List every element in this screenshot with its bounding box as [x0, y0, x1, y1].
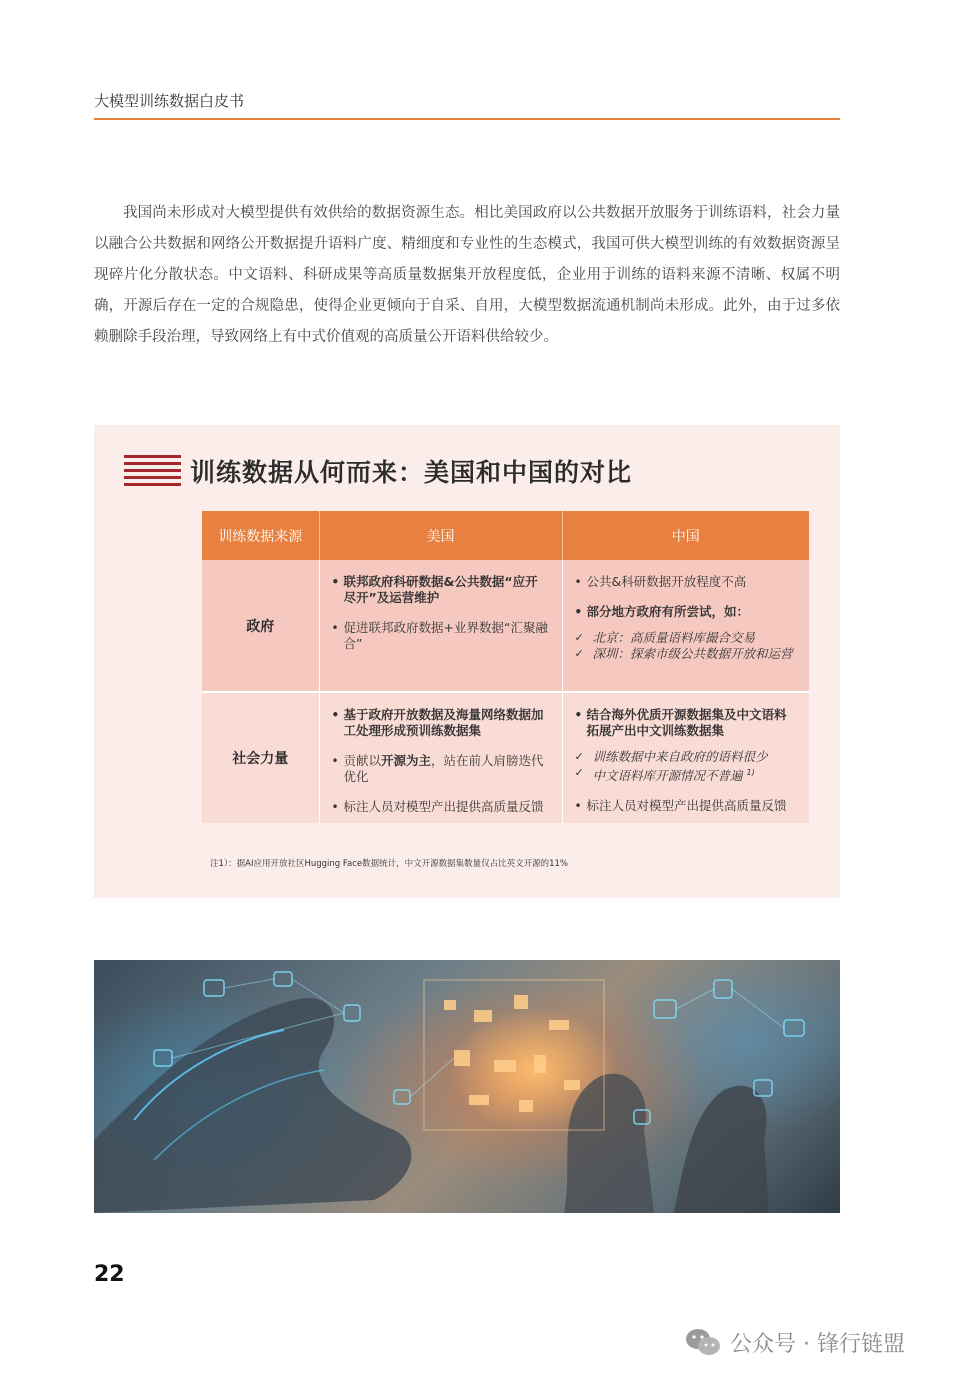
- header-us: 美国: [319, 511, 562, 560]
- list-item-text: ，站在前人肩膀迭代优化: [343, 753, 544, 784]
- header-cn: 中国: [562, 511, 809, 560]
- list-item: • 公共&科研数据开放程度不高: [575, 574, 798, 590]
- list-item: [332, 753, 550, 785]
- check-item: ✓ 深圳：探索市级公共数据开放和运营: [575, 646, 798, 662]
- cell-society-us: [319, 692, 562, 823]
- panel-title: 训练数据从何而来：美国和中国的对比: [190, 458, 633, 487]
- table-footnote: 注1）：据AI应用开放社区Hugging Face数据统计，中文开源数据集数量仅占比英文开源的11%: [210, 859, 569, 869]
- ai-hand-illustration: [94, 960, 840, 1213]
- list-item: • 标注人员对模型产出提供高质量反馈: [332, 799, 550, 815]
- list-item: • 部分地方政府有所尝试，如：: [575, 604, 798, 620]
- list-item: • 基于政府开放数据及海量网络数据加工处理形成预训练数据集: [332, 707, 550, 739]
- list-item: • 标注人员对模型产出提供高质量反馈: [575, 798, 798, 814]
- row-label-government: 政府: [202, 560, 319, 692]
- footnote-marker: 1): [746, 768, 755, 777]
- watermark: [684, 1324, 905, 1360]
- header-source: 训练数据来源: [202, 511, 319, 560]
- comparison-panel: [94, 425, 840, 898]
- list-item: • 结合海外优质开源数据集及中文语料拓展产出中文训练数据集: [575, 707, 798, 739]
- table-row-government: [202, 560, 809, 692]
- table-row-society: [202, 692, 809, 823]
- list-item-text: 贡献以: [343, 753, 382, 768]
- document-header-title: 大模型训练数据白皮书: [94, 92, 245, 110]
- row-label-society: 社会力量: [202, 692, 319, 823]
- cell-government-us: [319, 560, 562, 692]
- body-paragraph: 我国尚未形成对大模型提供有效供给的数据资源生态。相比美国政府以公共数据开放服务于训练语料，社会力量以融合公共数据和网络公开数据提升语料广度、精细度和专业性的生态模式，我国可供大模型训练的有效数据资源呈现碎片化分散状态。中文语料、科研成果等高质量数据集开放程度低，企业用于训练的语料来源不清晰、权属不明确，开源后存在一定的合规隐患，使得企业更倾向于自采、自用，大模型数据流通机制尚未形成。此外，由于过多依赖删除手段治理，导致网络上有中式价值观的高质量公开语料供给较少。: [94, 205, 840, 345]
- cell-society-cn: [562, 692, 809, 823]
- check-item: [575, 765, 798, 784]
- header-divider: [94, 118, 840, 120]
- title-stripes-decoration: [124, 455, 181, 487]
- check-item-text: 中文语料库开源情况不普遍: [592, 768, 743, 784]
- check-item: ✓ 北京：高质量语料库撮合交易: [575, 630, 798, 646]
- page-number: 22: [94, 1262, 125, 1287]
- list-item-emphasis: 开源为主: [381, 753, 432, 768]
- cell-government-cn: [562, 560, 809, 692]
- table-header-row: [202, 511, 809, 560]
- list-item: • 促进联邦政府数据+业界数据“汇聚融合”: [332, 620, 550, 652]
- check-item: ✓ 训练数据中来自政府的语料很少: [575, 749, 798, 765]
- wechat-icon: [684, 1327, 722, 1357]
- comparison-table: [202, 511, 809, 823]
- watermark-text: 公众号 · 锋行链盟: [730, 1331, 905, 1357]
- illustration-art: [94, 960, 840, 1213]
- list-item: • 联邦政府科研数据&公共数据“应开尽开”及运营维护: [332, 574, 550, 606]
